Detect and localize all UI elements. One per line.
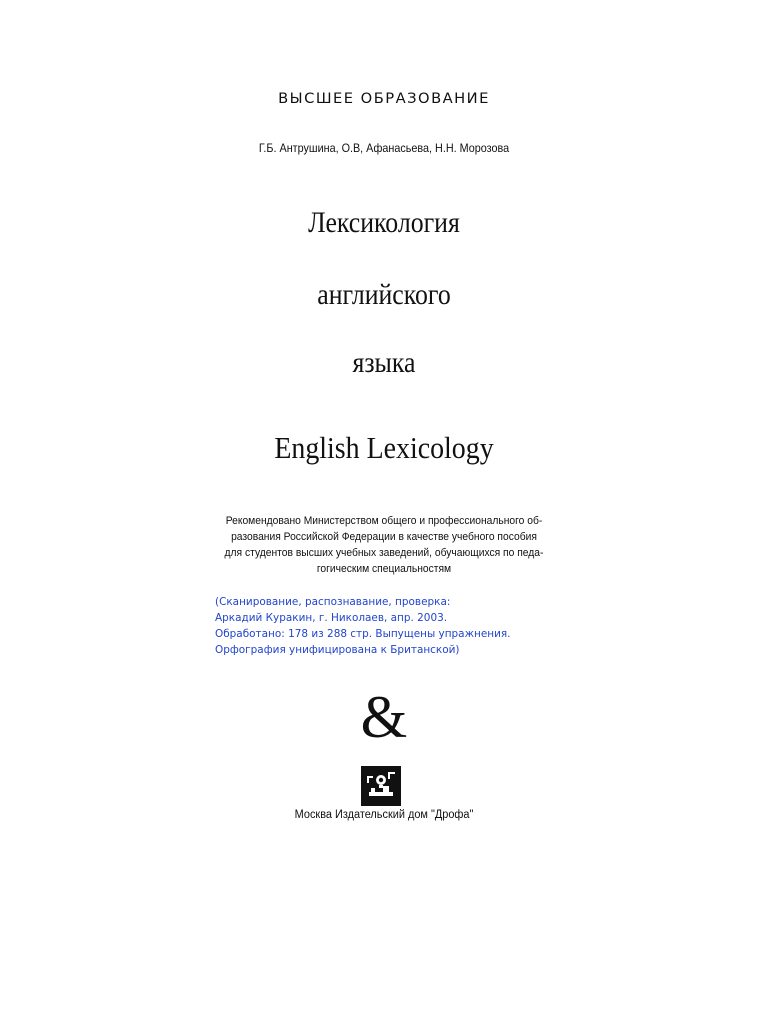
title-line-3: языка [352, 346, 416, 379]
title-line-1: Лексикология [308, 206, 460, 239]
recommendation-line: Рекомендовано Министерством общего и профессионального об- [225, 515, 543, 527]
ampersand-symbol: & [360, 684, 408, 750]
title-english: English Lexicology [274, 430, 494, 465]
recommendation-line: гогическим специальностям [316, 563, 452, 575]
recommendation-text [31, 513, 738, 577]
scan-note [215, 594, 510, 658]
authors: Г.Б. Антрушина, О.В, Афанасьева, Н.Н. Морозова [258, 141, 510, 155]
series-heading: ВЫСШЕЕ ОБРАЗОВАНИЕ [278, 91, 490, 107]
recommendation-line: разования Российской Федерации в качестве учебного пособия [231, 531, 537, 543]
publisher-line: Москва Издательский дом "Дрофа" [294, 809, 474, 821]
scan-note-line: Орфография унифицирована к Британской) [215, 643, 460, 656]
recommendation-line: для студентов высших учебных заведений, обучающихся по педа- [224, 547, 544, 559]
scan-note-line: Аркадий Куракин, г. Николаев, апр. 2003. [215, 611, 448, 624]
publisher-logo-icon [361, 766, 401, 806]
publisher-logo-graphic [361, 766, 401, 806]
scan-note-line: (Сканирование, распознавание, проверка: [215, 595, 451, 608]
title-line-2: английского [317, 278, 451, 311]
scan-note-line: Обработано: 178 из 288 стр. Выпущены упражнения. [215, 627, 511, 640]
